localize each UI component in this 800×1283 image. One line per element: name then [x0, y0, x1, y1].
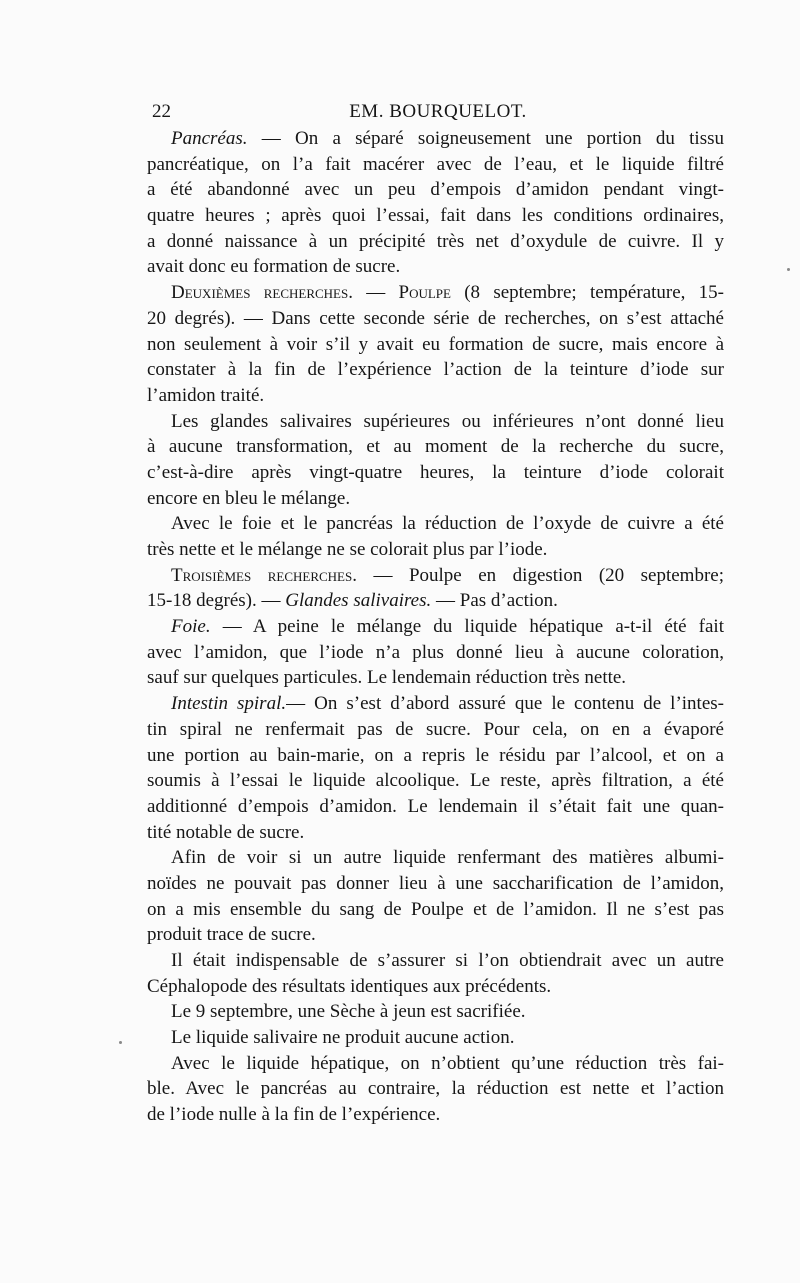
- text-line: [147, 614, 724, 640]
- text-line: [147, 1051, 724, 1077]
- text-run: soumis à l’essai le liquide alcoolique. Le reste, après filtration, a été: [147, 770, 724, 792]
- text-run: Avec le foie et le pancréas la réduction de l’oxyde de cuivre a été: [171, 513, 724, 535]
- text-run: avec l’amidon, que l’iode n’a plus donné lieu à aucune coloration,: [147, 641, 724, 663]
- text-line: [147, 871, 724, 897]
- text-line: [147, 897, 724, 923]
- text-line: [147, 332, 724, 358]
- paragraph: [147, 126, 724, 280]
- text-line: [147, 845, 724, 871]
- paragraph: [147, 948, 724, 999]
- text-line: [147, 691, 724, 717]
- running-head: EM. BOURQUELOT.: [349, 101, 527, 122]
- paragraph: [147, 999, 724, 1025]
- text-run: constater à la fin de l’expérience l’action de la teinture d’iode sur: [147, 359, 724, 381]
- text-run: a été abandonné avec un peu d’empois d’amidon pendant vingt-: [147, 179, 724, 201]
- ink-speck: [119, 1041, 122, 1044]
- text-line: [147, 126, 724, 152]
- text-line: [147, 563, 724, 589]
- text-run: une portion au bain-marie, on a repris le résidu par l’alcool, et on a: [147, 744, 724, 766]
- text-line: [147, 948, 724, 974]
- text-run: très nette et le mélange ne se colorait plus par l’iode.: [147, 539, 548, 560]
- text-line: [147, 1076, 724, 1102]
- text-line: [147, 1102, 724, 1128]
- text-run: avait donc eu formation de sucre.: [147, 256, 401, 278]
- text-run: Il était indispensable de s’assurer si l’on obtiendrait avec un autre: [171, 950, 724, 971]
- page-number: 22: [152, 101, 171, 122]
- text-run: — Pas d’action.: [431, 590, 558, 612]
- text-line: [147, 203, 724, 229]
- paragraph: [147, 1051, 724, 1128]
- text-run: tin spiral ne renfermait pas de sucre. Pour cela, on en a évaporé: [147, 718, 724, 740]
- text-run: — On a séparé soigneusement une portion du tissu: [247, 128, 724, 149]
- text-run: quatre heures ; après quoi l’essai, fait dans les conditions ordinaires,: [147, 205, 724, 227]
- text-run: (8 septembre; température, 15-: [450, 282, 724, 304]
- paragraph: [147, 691, 724, 845]
- italic-run: Pancréas.: [171, 128, 248, 149]
- page-header: [152, 100, 724, 124]
- text-run: de l’iode nulle à la fin de l’expérience.: [147, 1104, 441, 1126]
- small-caps-run: Deuxièmes recherches.: [171, 282, 353, 304]
- text-line: [147, 794, 724, 820]
- text-run: Afin de voir si un autre liquide renfermant des matières albumi-: [171, 847, 724, 869]
- text-line: [147, 152, 724, 178]
- italic-run: Foie.: [171, 616, 211, 638]
- paragraph: [147, 511, 724, 562]
- paragraph: [147, 1025, 724, 1051]
- text-run: non seulement à voir s’il y avait eu formation de sucre, mais encore à: [147, 333, 724, 355]
- text-line: [147, 229, 724, 255]
- text-line: [147, 409, 724, 435]
- text-line: [147, 434, 724, 460]
- paragraph: [147, 563, 724, 614]
- text-run: — Poulpe en digestion (20 septembre;: [356, 564, 724, 586]
- text-line: [147, 665, 724, 691]
- small-caps-run: Poulpe: [398, 282, 451, 304]
- ink-speck: [787, 268, 790, 271]
- text-line: [147, 1025, 724, 1051]
- text-line: [147, 280, 724, 306]
- text-run: Les glandes salivaires supérieures ou inférieures n’ont donné lieu: [171, 410, 724, 432]
- text-run: — On s’est d’abord assuré que le contenu de l’intes-: [286, 693, 724, 715]
- text-run: à aucune transformation, et au moment de la recherche du sucre,: [147, 436, 724, 458]
- small-caps-run: Troisièmes recherches.: [171, 564, 357, 586]
- text-run: Céphalopode des résultats identiques aux précédents.: [147, 975, 552, 997]
- text-run: produit trace de sucre.: [147, 924, 316, 946]
- text-run: noïdes ne pouvait pas donner lieu à une saccharification de l’amidon,: [147, 872, 724, 894]
- text-line: [147, 768, 724, 794]
- text-line: [147, 743, 724, 769]
- text-run: sauf sur quelques particules. Le lendemain réduction très nette.: [147, 667, 627, 689]
- text-run: —: [352, 282, 399, 304]
- text-line: [147, 820, 724, 846]
- text-line: [147, 177, 724, 203]
- italic-run: Intestin spiral.: [171, 693, 287, 715]
- text-run: pancréatique, on l’a fait macérer avec de l’eau, et le liquide filtré: [147, 153, 724, 175]
- paragraph: [147, 280, 724, 408]
- text-line: [147, 717, 724, 743]
- text-run: Le liquide salivaire ne produit aucune action.: [171, 1027, 515, 1049]
- text-run: a donné naissance à un précipité très net d’oxydule de cuivre. Il y: [147, 230, 724, 252]
- body-text: [147, 126, 724, 1128]
- text-run: additionné d’empois d’amidon. Le lendemain il s’était fait une quan-: [147, 795, 724, 817]
- text-run: Le 9 septembre, une Sèche à jeun est sacrifiée.: [171, 1001, 526, 1023]
- text-run: encore en bleu le mélange.: [147, 487, 351, 509]
- text-run: 15-18 degrés). —: [147, 590, 286, 612]
- paragraph: [147, 845, 724, 948]
- text-line: [147, 999, 724, 1025]
- text-line: [147, 511, 724, 537]
- text-run: Avec le liquide hépatique, on n’obtient qu’une réduction très fai-: [171, 1052, 724, 1074]
- text-run: on a mis ensemble du sang de Poulpe et de l’amidon. Il ne s’est pas: [147, 898, 724, 920]
- text-run: c’est-à-dire après vingt-quatre heures, la teinture d’iode colorait: [147, 461, 724, 483]
- text-line: [147, 922, 724, 948]
- text-run: tité notable de sucre.: [147, 821, 305, 843]
- text-line: [147, 383, 724, 409]
- text-line: [147, 537, 724, 563]
- text-line: [147, 640, 724, 666]
- text-line: [147, 486, 724, 512]
- text-line: [147, 306, 724, 332]
- text-line: [147, 254, 724, 280]
- text-run: ble. Avec le pancréas au contraire, la réduction est nette et l’action: [147, 1078, 724, 1100]
- text-line: [147, 357, 724, 383]
- italic-run: Glandes salivaires.: [285, 590, 432, 612]
- paragraph: [147, 409, 724, 512]
- text-run: l’amidon traité.: [147, 384, 265, 406]
- text-run: 20 degrés). — Dans cette seconde série de recherches, on s’est attaché: [147, 307, 724, 329]
- paragraph: [147, 614, 724, 691]
- text-line: [147, 974, 724, 1000]
- text-line: [147, 588, 724, 614]
- text-line: [147, 460, 724, 486]
- text-run: — A peine le mélange du liquide hépatique a-t-il été fait: [210, 616, 724, 638]
